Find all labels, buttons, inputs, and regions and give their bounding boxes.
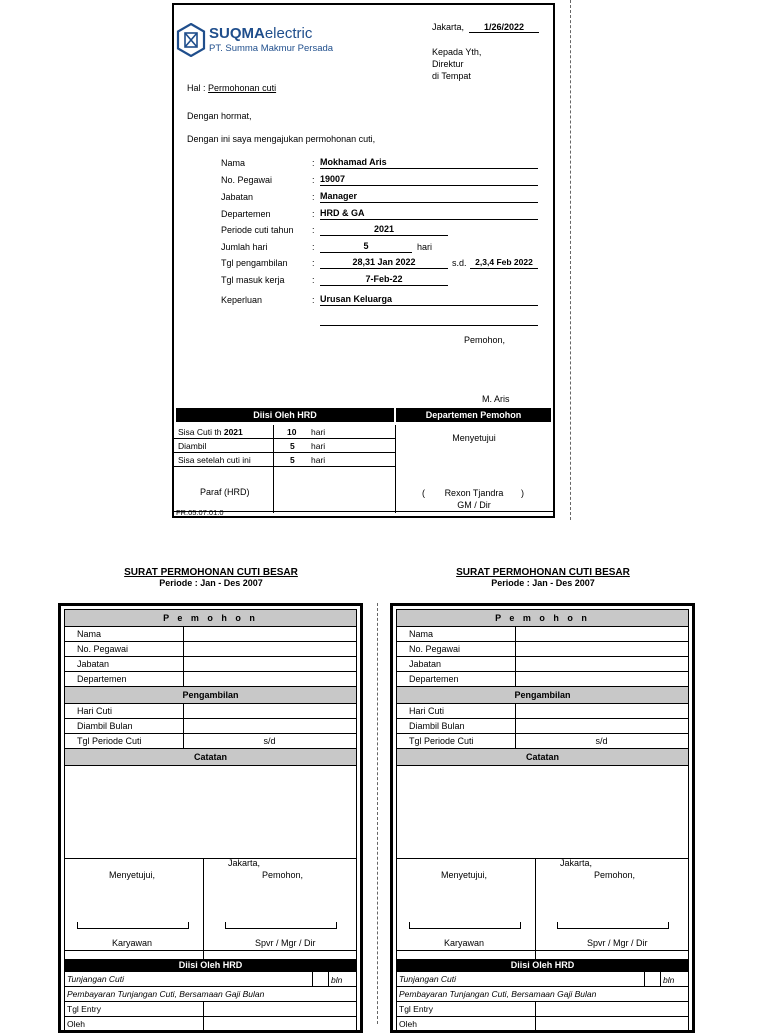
- nama-value: Mokhamad Aris: [320, 156, 538, 169]
- form-1-pegawai-label: No. Pegawai: [77, 644, 129, 654]
- form-2-spvr: Spvr / Mgr / Dir: [587, 938, 648, 948]
- form-1-pembayaran: Pembayaran Tunjangan Cuti, Bersamaan Gaji Bulan: [67, 989, 265, 999]
- form-1-title: SURAT PERMOHONAN CUTI BESAR: [124, 567, 298, 578]
- nama-label: Nama: [221, 158, 246, 168]
- form-1-pemohon-header: P e m o h o n: [65, 610, 356, 627]
- pengambilan-value-2: 2,3,4 Feb 2022: [470, 256, 538, 269]
- company-name: PT. Summa Makmur Persada: [209, 43, 334, 54]
- brand-bold: SUQMA: [209, 25, 265, 42]
- form-1-tgl-entry: Tgl Entry: [67, 1004, 102, 1014]
- form-1-jabatan-label: Jabatan: [77, 659, 110, 669]
- periode-label: Periode cuti tahun: [221, 225, 294, 235]
- form-1-bln: bln: [331, 975, 343, 985]
- diambil-label: Diambil: [178, 441, 207, 451]
- form-2-row-hari: [397, 704, 688, 719]
- approver-name: Rexon Tjandra: [444, 488, 504, 498]
- jumlah-label: Jumlah hari: [221, 242, 268, 252]
- form-2-jakarta: Jakarta,: [560, 858, 593, 868]
- form-2-row-bulan: [397, 719, 688, 734]
- form-2-tgl-entry: Tgl Entry: [399, 1004, 434, 1014]
- sisa-cuti-value: 10: [287, 427, 297, 437]
- form-1-inner: [64, 609, 357, 1030]
- form-1-row-hari: [65, 704, 356, 719]
- approver-close: ): [521, 488, 524, 498]
- form-1-periode: Periode : Jan - Des 2007: [159, 578, 263, 588]
- recipient-line-2: Direktur: [432, 59, 464, 69]
- hrd-header-right: Departemen Pemohon: [396, 408, 551, 422]
- form-2-periode: Periode : Jan - Des 2007: [491, 578, 595, 588]
- masuk-colon: :: [312, 275, 315, 285]
- pegawai-label: No. Pegawai: [221, 175, 273, 185]
- sisa-cuti-unit: hari: [311, 427, 326, 437]
- form-1-spvr-line: [225, 922, 337, 929]
- form-1-karyawan: Karyawan: [112, 938, 153, 948]
- form-2-row-departemen: [397, 672, 688, 687]
- form-2-entry-row: [397, 1002, 688, 1017]
- keperluan-value: Urusan Keluarga: [320, 293, 538, 306]
- pengambilan-value: 28,31 Jan 2022: [320, 256, 448, 269]
- form-2-sd: s/d: [595, 736, 608, 746]
- form-2-oleh-row: [397, 1017, 688, 1032]
- pemohon-name: M. Aris: [482, 394, 510, 404]
- form-2-spvr-line: [557, 922, 669, 929]
- form-2-tunjangan-row: [397, 972, 688, 987]
- hrd-header-left: Diisi Oleh HRD: [176, 408, 394, 422]
- greeting: Dengan hormat,: [187, 111, 252, 121]
- form-1-tunjangan: Tunjangan Cuti: [67, 974, 125, 984]
- form-1-catatan-area: [65, 766, 356, 859]
- form-1-title-block: [96, 567, 326, 588]
- form-1-row-bulan: [65, 719, 356, 734]
- form-2-row-periode: [397, 734, 688, 749]
- sisa-cuti-year: 2021: [223, 427, 243, 437]
- jumlah-value: 5: [320, 240, 412, 253]
- pegawai-value: 19007: [320, 173, 538, 186]
- sisa-setelah-label: Sisa setelah cuti ini: [178, 455, 251, 465]
- form-2-row-nama: [397, 627, 688, 642]
- pemohon-label: Pemohon,: [464, 335, 506, 345]
- keperluan-label: Keperluan: [221, 295, 263, 305]
- form-code: FR.05.07.01.0: [176, 508, 224, 517]
- keperluan-extra-line: [320, 311, 538, 326]
- form-1-sd: s/d: [263, 736, 276, 746]
- pegawai-colon: :: [312, 175, 315, 185]
- form-2-row-jabatan: [397, 657, 688, 672]
- form-2-bulan-label: Diambil Bulan: [409, 721, 465, 731]
- letter-date: 1/26/2022: [469, 22, 539, 33]
- form-2-menyetujui: Menyetujui,: [441, 870, 488, 880]
- diambil-value: 5: [290, 441, 295, 451]
- form-1-catatan-header: Catatan: [65, 749, 356, 766]
- cut-line-top: [570, 0, 571, 520]
- form-1-row-pegawai: [65, 642, 356, 657]
- paraf-hrd: Paraf (HRD): [200, 487, 250, 497]
- diambil-unit: hari: [311, 441, 326, 451]
- approver-open: (: [422, 488, 425, 498]
- subject-line: [187, 83, 276, 93]
- form-1-bulan-label: Diambil Bulan: [77, 721, 133, 731]
- company-brand: [209, 25, 312, 42]
- form-1-periode-label: Tgl Periode Cuti: [77, 736, 142, 746]
- intro-text: Dengan ini saya mengajukan permohonan cuti,: [187, 134, 376, 144]
- form-1-menyetujui: Menyetujui,: [109, 870, 156, 880]
- form-2: [390, 603, 695, 1033]
- menyetujui-label: Menyetujui: [452, 433, 496, 443]
- form-1-spvr: Spvr / Mgr / Dir: [255, 938, 316, 948]
- form-2-hari-label: Hari Cuti: [409, 706, 445, 716]
- masuk-value: 7-Feb-22: [320, 273, 448, 286]
- recipient-line-3: di Tempat: [432, 71, 471, 81]
- subject-prefix: Hal :: [187, 83, 206, 93]
- form-1-pemohon: Pemohon,: [262, 870, 304, 880]
- subject-text: Permohonan cuti: [208, 83, 277, 93]
- form-1-departemen-label: Departemen: [77, 674, 127, 684]
- approver-title: GM / Dir: [457, 500, 491, 510]
- jabatan-label: Jabatan: [221, 192, 254, 202]
- form-1-hari-label: Hari Cuti: [77, 706, 113, 716]
- company-logo: [176, 23, 206, 57]
- leave-request-letter: [172, 3, 555, 518]
- form-1-row-departemen: [65, 672, 356, 687]
- periode-colon: :: [312, 225, 315, 235]
- form-2-inner: [396, 609, 689, 1030]
- masuk-label: Tgl masuk kerja: [221, 275, 285, 285]
- cut-line-bottom: [377, 603, 378, 1024]
- jumlah-unit: hari: [417, 242, 433, 252]
- brand-light: electric: [264, 25, 313, 42]
- form-1-jakarta: Jakarta,: [228, 858, 261, 868]
- suqma-logo-icon: [176, 23, 206, 57]
- form-2-pemohon: Pemohon,: [594, 870, 636, 880]
- form-1: [58, 603, 363, 1033]
- form-1-nama-label: Nama: [77, 629, 102, 639]
- form-1-oleh-row: [65, 1017, 356, 1032]
- form-2-row-pegawai: [397, 642, 688, 657]
- form-1-tunjangan-row: [65, 972, 356, 987]
- form-1-row-nama: [65, 627, 356, 642]
- jumlah-colon: :: [312, 242, 315, 252]
- form-2-jabatan-label: Jabatan: [409, 659, 442, 669]
- form-2-title-block: [428, 567, 658, 588]
- form-1-row-jabatan: [65, 657, 356, 672]
- departemen-value: HRD & GA: [320, 207, 538, 220]
- form-2-pengambilan-header: Pengambilan: [397, 687, 688, 704]
- jabatan-value: Manager: [320, 190, 538, 203]
- form-2-pembayaran: Pembayaran Tunjangan Cuti, Bersamaan Gaji Bulan: [399, 989, 597, 999]
- form-2-catatan-area: [397, 766, 688, 859]
- city-label: Jakarta,: [432, 22, 465, 32]
- sisa-setelah-unit: hari: [311, 455, 326, 465]
- form-2-periode-label: Tgl Periode Cuti: [409, 736, 474, 746]
- jabatan-colon: :: [312, 192, 315, 202]
- nama-colon: :: [312, 158, 315, 168]
- form-1-pengambilan-header: Pengambilan: [65, 687, 356, 704]
- form-2-karyawan-line: [409, 922, 521, 929]
- recipient-line-1: Kepada Yth,: [432, 47, 482, 57]
- periode-value: 2021: [320, 223, 448, 236]
- form-1-hrd-header: Diisi Oleh HRD: [65, 959, 356, 972]
- form-2-catatan-header: Catatan: [397, 749, 688, 766]
- form-1-karyawan-line: [77, 922, 189, 929]
- form-2-pegawai-label: No. Pegawai: [409, 644, 461, 654]
- sisa-cuti-row: [178, 427, 243, 437]
- form-2-bln: bln: [663, 975, 675, 985]
- form-1-oleh: Oleh: [67, 1019, 85, 1029]
- form-1-entry-row: [65, 1002, 356, 1017]
- form-2-pemohon-header: P e m o h o n: [397, 610, 688, 627]
- sisa-cuti-label: Sisa Cuti th: [178, 427, 222, 437]
- form-2-tunjangan: Tunjangan Cuti: [399, 974, 457, 984]
- form-2-pembayaran-row: [397, 987, 688, 1002]
- pengambilan-label: Tgl pengambilan: [221, 258, 288, 268]
- form-1-row-periode: [65, 734, 356, 749]
- form-2-karyawan: Karyawan: [444, 938, 485, 948]
- form-2-oleh: Oleh: [399, 1019, 417, 1029]
- departemen-label: Departemen: [221, 209, 271, 219]
- sisa-setelah-value: 5: [290, 455, 295, 465]
- pengambilan-sd: s.d.: [452, 258, 467, 268]
- hrd-grid: [174, 425, 553, 513]
- form-2-nama-label: Nama: [409, 629, 434, 639]
- form-1-pembayaran-row: [65, 987, 356, 1002]
- departemen-colon: :: [312, 209, 315, 219]
- keperluan-colon: :: [312, 295, 315, 305]
- form-2-title: SURAT PERMOHONAN CUTI BESAR: [456, 567, 630, 578]
- pengambilan-colon: :: [312, 258, 315, 268]
- form-2-hrd-header: Diisi Oleh HRD: [397, 959, 688, 972]
- form-2-departemen-label: Departemen: [409, 674, 459, 684]
